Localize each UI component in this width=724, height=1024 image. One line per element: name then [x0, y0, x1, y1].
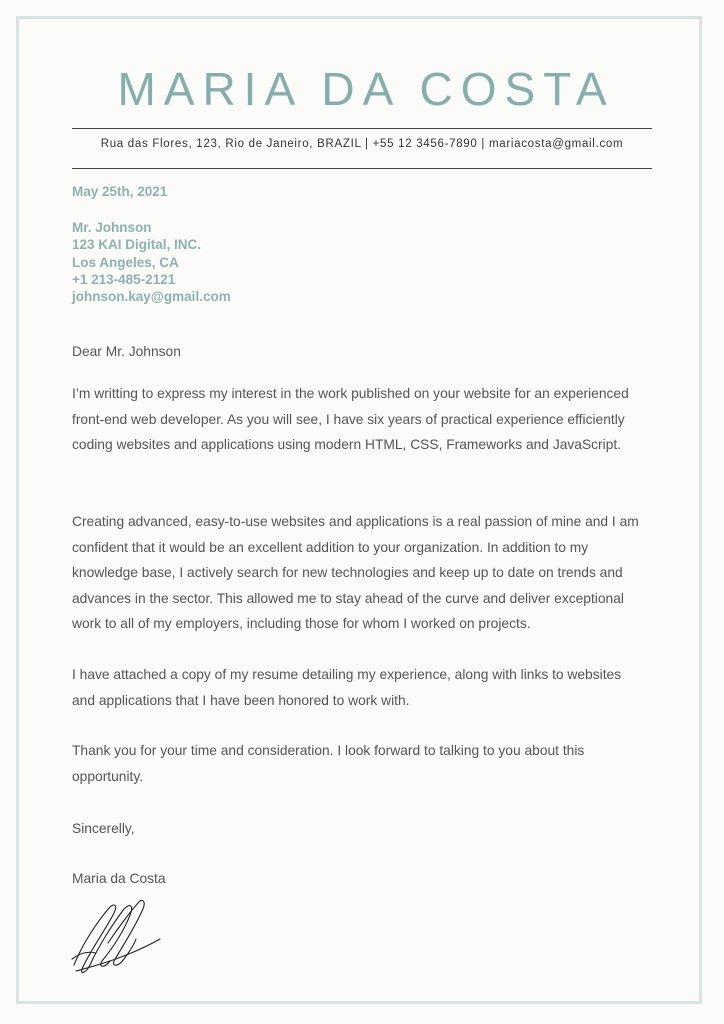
recipient-email: johnson.kay@gmail.com [72, 289, 231, 305]
recipient-name: Mr. Johnson [72, 220, 152, 235]
recipient-location: Los Angeles, CA [72, 254, 179, 270]
sender-name: MARIA DA COSTA [117, 63, 615, 115]
signature-icon [68, 895, 164, 979]
paragraph-4: Thank you for your time and consideration. I look forward to talking to you about this opportunity. [72, 743, 585, 784]
letter-date: May 25th, 2021 [72, 184, 168, 199]
paragraph-2: Creating advanced, easy-to-use websites and applications is a real passion of mine and I am confident that it would be an excellent addition to your organization. In addition to my knowledge base, I actively search for new technologies and keep up to date on trends and advances in the sector. This allowed me to stay ahead of the curve and deliver exceptional work to all of my employers, including those for whom I worked on projects. [72, 514, 639, 631]
paragraph-1: I’m writting to express my interest in the work published on your website for an experienced front-end web developer. As you will see, I have six years of practical experience efficiently coding websites and applications using modern HTML, CSS, Frameworks and JavaScript. [72, 386, 629, 452]
salutation: Dear Mr. Johnson [72, 344, 181, 359]
header-rule-top [72, 128, 652, 129]
signature-name: Maria da Costa [72, 871, 166, 886]
recipient-block [72, 219, 231, 305]
closing: Sincerelly, [72, 821, 135, 836]
header-rule-bottom [72, 168, 652, 169]
recipient-company: 123 KAI Digital, INC. [72, 237, 202, 253]
paragraph-3: I have attached a copy of my resume detailing my experience, along with links to websites and applications that I have been honored to work with. [72, 667, 622, 708]
recipient-phone: +1 213-485-2121 [72, 271, 176, 287]
sender-contact: Rua das Flores, 123, Rio de Janeiro, BRAZIL | +55 12 3456-7890 | mariacosta@gmail.com [100, 138, 624, 150]
